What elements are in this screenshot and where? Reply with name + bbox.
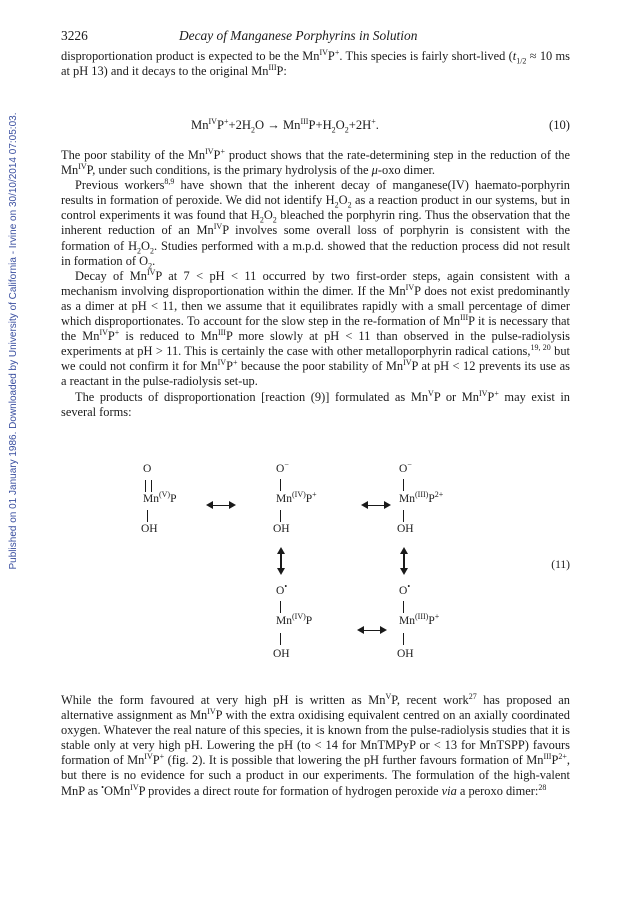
paragraph-6: While the form favoured at very high pH is written as $Mn^VP$, recent work$^{27}$ has proposed an alternative assignment as $Mn^{IV}P$ with the extra oxidising equivalent centred on an axially coordinated oxygen. Whatever the real nature of this species, it is known from the pulse-radiolysis studies that it is stable only at very high pH. Lowering the pH (to < 14 for MnTMPyP or < 13 for MnTSPP) favours formation of $Mn^{IV}P^+$ (fig. 2). It is possible that lowering the pH further favours formation of $Mn^{III}P^{2+}$, but there is no evidence for such a product in our experiments. The formulation of the high-valent MnP as •OMn$^{IV}$P provides a direct route for formation of hydrogen peroxide via a peroxo dimer:$^{28}$: [61, 691, 570, 798]
body-text: [61, 148, 570, 420]
s2-bond-top: [280, 479, 281, 491]
s3-bond-bottom: [403, 510, 404, 522]
s1-metal: $Mn^{(V)}P$: [143, 490, 177, 505]
s3-oxygen: O−: [399, 460, 412, 475]
equilibrium-arrow-4: [400, 547, 408, 575]
download-watermark: Published on 01 January 1986. Downloaded by University of California - Irvine on 30/10/2014 07:05:03.: [8, 112, 19, 570]
equilibrium-arrow-1: [206, 501, 236, 509]
s4-oxygen: O•: [276, 582, 288, 597]
s5-metal: $Mn^{(III)}P^+$: [399, 612, 440, 627]
equilibrium-arrow-3: [277, 547, 285, 575]
s1-bond-bottom: [147, 510, 148, 522]
equation-11-number: (11): [551, 559, 570, 571]
s1-hydroxide: OH: [141, 523, 158, 535]
paragraph-4: Decay of $Mn^{IV}P$ at 7 < pH < 11 occurred by two first-order steps, again consistent with a mechanism involving disproportionation within the dimer. If the $Mn^{IV}P$ does not exist predominantly as a dimer at pH < 11, then we assume that it equilibrates rapidly with a small percentage of dimer which disproportionates. To account for the slow step in the re-formation of $Mn^{III}P$ it is necessary that the $Mn^{IV}P^+$ is reduced to $Mn^{III}P$ more slowly at pH < 11 than observed in the pulse-radiolysis experiments at pH > 11. This is certainly the case with other metalloporphyrin radical cations,$^{19, 20}$ but we could not confirm it for $Mn^{IV}P^+$ because the poor stability of $Mn^{IV}P$ at pH < 12 prevents its use as a reactant in the pulse-radiolysis set-up.: [61, 267, 571, 389]
s4-bond-bottom: [280, 633, 281, 645]
s5-bond-bottom: [403, 633, 404, 645]
s1-double-bond: [145, 480, 152, 492]
running-title: Decay of Manganese Porphyrins in Solution: [179, 28, 418, 43]
s2-metal: $Mn^{(IV)}P^+$: [276, 490, 317, 505]
s4-hydroxide: OH: [273, 648, 290, 660]
page-number: 3226: [61, 28, 88, 43]
paragraph-5: The products of disproportionation [reaction (9)] formulated as $Mn^VP$ or $Mn^{IV}P^+$ may exist in several forms:: [61, 388, 570, 419]
s2-oxygen: O−: [276, 460, 289, 475]
equilibrium-arrow-5: [357, 626, 387, 634]
page-header: [61, 28, 570, 46]
s5-oxygen: O•: [399, 582, 411, 597]
equation-10-body: $Mn^{IV}P^++2H_2O \to Mn^{III}P+H_2O_2+2H^+$.: [191, 116, 379, 135]
s3-hydroxide: OH: [397, 523, 414, 535]
s5-bond-top: [403, 601, 404, 613]
paragraph-3: Previous workers$^{8,9}$ have shown that the inherent decay of manganese(IV) haemato-porphyrin results in formation of peroxide. We did not identify $H_2O_2$ as a reaction product in our systems, but in control experiments it was found that $H_2O_2$ bleached the porphyrin ring. Thus the observation that the inherent reduction of an $Mn^{IV}P$ involves some overall loss of porphyrin is consistent with the formation of $H_2O_2$. Studies performed with a m.p.d. showed that the reduction process did not result in formation of $O_2$.: [61, 177, 571, 271]
s5-hydroxide: OH: [397, 648, 414, 660]
equilibrium-arrow-2: [361, 501, 391, 509]
paragraph-2: The poor stability of the $Mn^{IV}P^+$ product shows that the rate-determining step in the reduction of the $Mn^{IV}P$, under such conditions, is the primary hydrolysis of the μ-oxo dimer.: [61, 146, 570, 178]
s4-metal: $Mn^{(IV)}P$: [276, 612, 313, 627]
paragraph-1: disproportionation product is expected to be the $Mn^{IV}P^+$. This species is fairly short-lived ($t_{1/2} \approx 10$ ms at pH 13) and it decays to the original $Mn^{III}P$:: [61, 47, 570, 79]
reaction-scheme-11: [61, 460, 570, 685]
s3-bond-top: [403, 479, 404, 491]
equation-10-number: (10): [549, 118, 570, 132]
equation-10: [61, 118, 570, 136]
s4-bond-top: [280, 601, 281, 613]
s3-metal: $Mn^{(III)}P^{2+}$: [399, 490, 444, 505]
s2-hydroxide: OH: [273, 523, 290, 535]
s2-bond-bottom: [280, 510, 281, 522]
s1-oxygen: O: [143, 463, 152, 475]
